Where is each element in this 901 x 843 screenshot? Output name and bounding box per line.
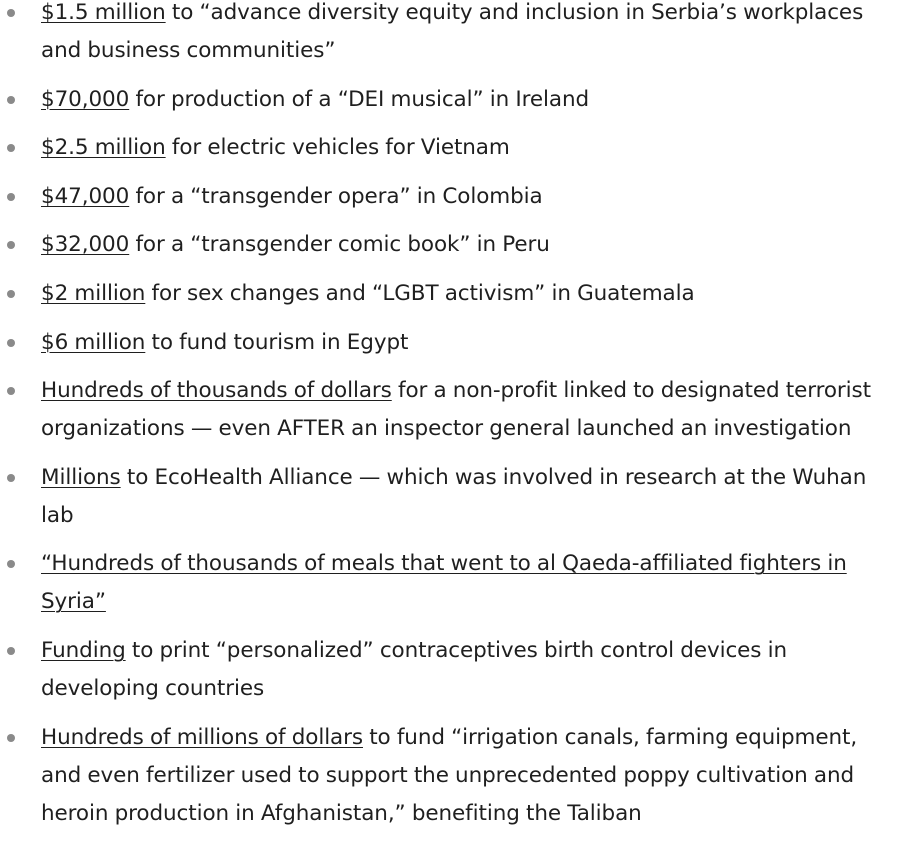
list-item: [0, 372, 901, 448]
bullet-icon: [7, 290, 15, 298]
bullet-icon: [7, 734, 15, 742]
bullet-icon: [7, 339, 15, 347]
item-text: to print “personalized” contraceptives birth control devices in developing countries: [41, 637, 788, 701]
bullet-icon: [7, 9, 15, 17]
item-link[interactable]: Hundreds of thousands of dollars: [41, 378, 392, 404]
bullet-icon: [7, 193, 15, 201]
item-link[interactable]: $2 million: [41, 280, 146, 306]
item-text: to fund “irrigation canals, farming equipment, and even fertilizer used to support the unprecedented poppy cultivation and heroin production in Afghanistan,” benefiting the Taliban: [41, 724, 858, 826]
list-item: [0, 129, 901, 167]
list-item: [0, 0, 901, 70]
list-item: [0, 81, 901, 119]
list-item: [0, 459, 901, 535]
bullet-icon: [7, 144, 15, 152]
item-link[interactable]: “Hundreds of thousands of meals that went to al Qaeda-affiliated fighters in Syria”: [41, 551, 847, 615]
item-link[interactable]: $1.5 million: [41, 0, 166, 25]
item-link[interactable]: $2.5 million: [41, 135, 166, 161]
list-item: [0, 275, 901, 313]
list-item: [0, 545, 901, 621]
bullet-icon: [7, 96, 15, 104]
list-item: [0, 226, 901, 264]
item-link[interactable]: $47,000: [41, 183, 130, 209]
bullet-icon: [7, 560, 15, 568]
item-text: for electric vehicles for Vietnam: [165, 135, 510, 161]
item-link[interactable]: $70,000: [41, 86, 130, 112]
item-link[interactable]: $32,000: [41, 232, 130, 258]
item-link[interactable]: Hundreds of millions of dollars: [41, 724, 363, 750]
item-link[interactable]: $6 million: [41, 329, 146, 355]
bullet-icon: [7, 647, 15, 655]
item-text: for sex changes and “LGBT activism” in Guatemala: [145, 280, 695, 306]
bullet-icon: [7, 241, 15, 249]
list-item: [0, 719, 901, 833]
bullet-icon: [7, 474, 15, 482]
item-text: to fund tourism in Egypt: [145, 329, 409, 355]
item-link[interactable]: Millions: [41, 464, 121, 490]
item-link[interactable]: Funding: [41, 637, 126, 663]
item-text: for a non-profit linked to designated terrorist organizations — even AFTER an inspector general launched an investigation: [41, 378, 871, 442]
list-item: [0, 632, 901, 708]
item-text: for a “transgender opera” in Colombia: [129, 183, 543, 209]
item-text: to EcoHealth Alliance — which was involved in research at the Wuhan lab: [41, 464, 867, 528]
bullet-icon: [7, 387, 15, 395]
item-text: for a “transgender comic book” in Peru: [129, 232, 550, 258]
item-text: for production of a “DEI musical” in Ireland: [129, 86, 590, 112]
list-item: [0, 178, 901, 216]
item-text: to “advance diversity equity and inclusion in Serbia’s workplaces and business communities”: [41, 0, 864, 63]
list-item: [0, 324, 901, 362]
